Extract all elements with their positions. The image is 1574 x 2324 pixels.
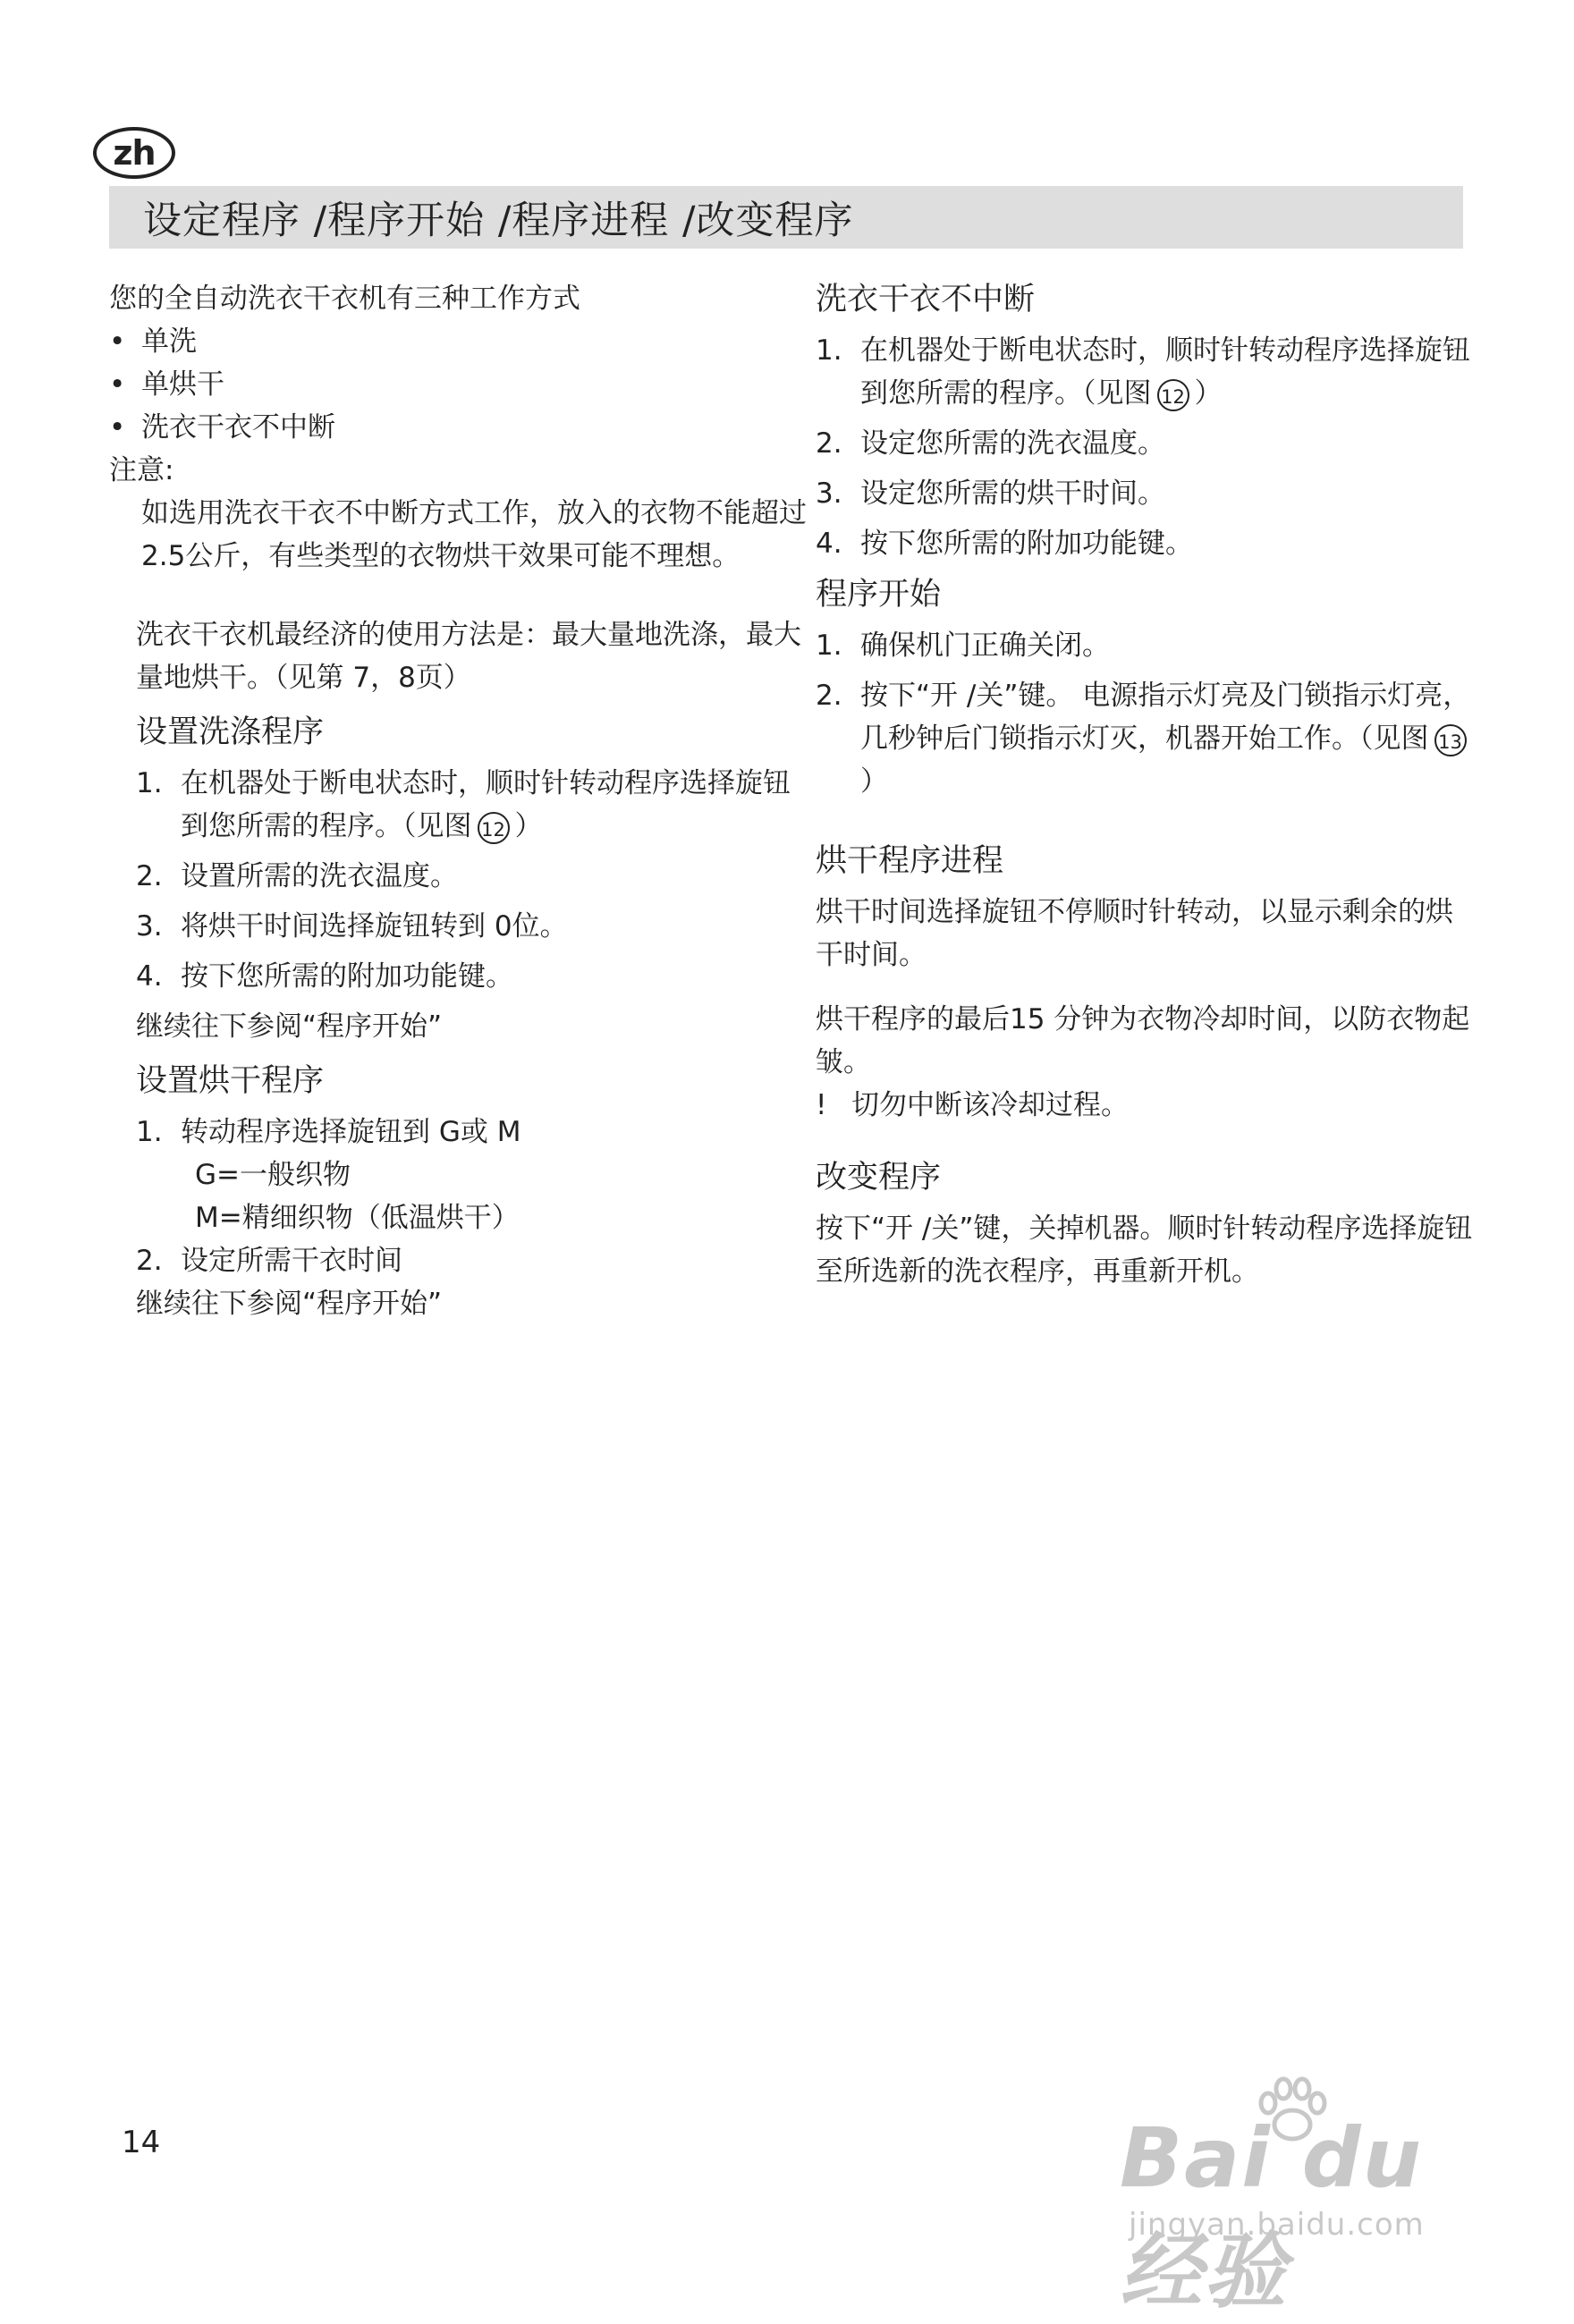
note-label: 注意:: [109, 454, 174, 486]
wash-step: 3. 将烘干时间选择旋钮转到 0位。: [136, 910, 568, 942]
progress-text: 烘干程序的最后15 分钟为衣物冷却时间，以防衣物起皱。: [816, 1003, 1470, 1078]
nonstop-step: 2. 设定您所需的洗衣温度。: [816, 427, 1165, 460]
progress-text: 烘干时间选择旋钮不停顺时针转动，以显示剩余的烘干时间。: [816, 896, 1453, 971]
dry-heading: 设置烘干程序: [136, 1063, 325, 1099]
wash-heading: 设置洗涤程序: [136, 714, 325, 750]
mode-list-item: • 单洗: [109, 320, 807, 363]
nonstop-step: 1. 在机器处于断电状态时，顺时针转动程序选择旋钮到您所需的程序。（见图 12 ）: [816, 334, 1470, 410]
right-column: [816, 277, 1477, 1293]
nonstop-heading: 洗衣干衣不中断: [816, 282, 1036, 317]
mode-list-item: • 洗衣干衣不中断: [109, 406, 807, 449]
progress-heading: 烘干程序进程: [816, 843, 1004, 879]
wash-step: 4. 按下您所需的附加功能键。: [136, 960, 513, 993]
dry-step: 2. 设定所需干衣时间: [136, 1245, 402, 1277]
page-title: 设定程序 /程序开始 /程序进程 /改变程序: [143, 198, 854, 243]
nonstop-step: 3. 设定您所需的烘干时间。: [816, 477, 1165, 510]
bullet-icon: •: [109, 325, 126, 358]
nonstop-step: 4. 按下您所需的附加功能键。: [816, 528, 1193, 560]
dry-step: 1. 转动程序选择旋钮到 G或 M: [136, 1116, 521, 1148]
dry-option-g: G=一般织物: [195, 1159, 351, 1191]
watermark-logo: Bai du 经验: [1120, 2110, 1424, 2320]
warning-icon: !: [816, 1089, 827, 1121]
figure-ref-icon: 12: [478, 812, 510, 844]
figure-ref-icon: 13: [1434, 724, 1467, 756]
note-text: 如选用洗衣干衣不中断方式工作，放入的衣物不能超过2.5公斤，有些类型的衣物烘干效果可能不理想。: [141, 497, 807, 572]
watermark-url: jingyan.baidu.com: [1129, 2207, 1425, 2243]
language-badge: zh: [93, 127, 175, 179]
warning-line: ! 切勿中断该冷却过程。: [816, 1084, 1477, 1127]
intro-text: 您的全自动洗衣干衣机有三种工作方式: [109, 283, 580, 315]
bullet-icon: •: [109, 411, 126, 444]
baidu-watermark: [1120, 2075, 1495, 2320]
economy-text: 洗衣干衣机最经济的使用方法是：最大量地洗涤，最大量地烘干。（见第 7，8页）: [136, 619, 801, 694]
start-heading: 程序开始: [816, 577, 942, 613]
change-heading: 改变程序: [816, 1160, 942, 1196]
dry-option-m: M=精细织物（低温烘干）: [195, 1202, 520, 1234]
page-number: 14: [122, 2125, 161, 2160]
mode-list-item: • 单烘干: [109, 363, 807, 406]
wash-step: 1. 在机器处于断电状态时，顺时针转动程序选择旋钮到您所需的程序。（见图 12 ）: [136, 767, 791, 842]
section-title-bar: [109, 186, 1463, 249]
change-text: 按下“开 /关”键，关掉机器。顺时针转动程序选择旋钮至所选新的洗衣程序，再重新开机。: [816, 1213, 1473, 1288]
wash-step: 2. 设置所需的洗衣温度。: [136, 860, 458, 892]
start-step: 2. 按下“开 /关”键。 电源指示灯亮及门锁指示灯亮，几秒钟后门锁指示灯灭，机器开始工作。（见图 13）: [816, 680, 1471, 798]
dry-continue: 继续往下参阅“程序开始”: [136, 1288, 443, 1320]
figure-ref-icon: 12: [1157, 379, 1189, 411]
wash-continue: 继续往下参阅“程序开始”: [136, 1010, 443, 1043]
bullet-icon: •: [109, 368, 126, 401]
start-step: 1. 确保机门正确关闭。: [816, 630, 1110, 662]
left-column: [109, 277, 807, 1325]
